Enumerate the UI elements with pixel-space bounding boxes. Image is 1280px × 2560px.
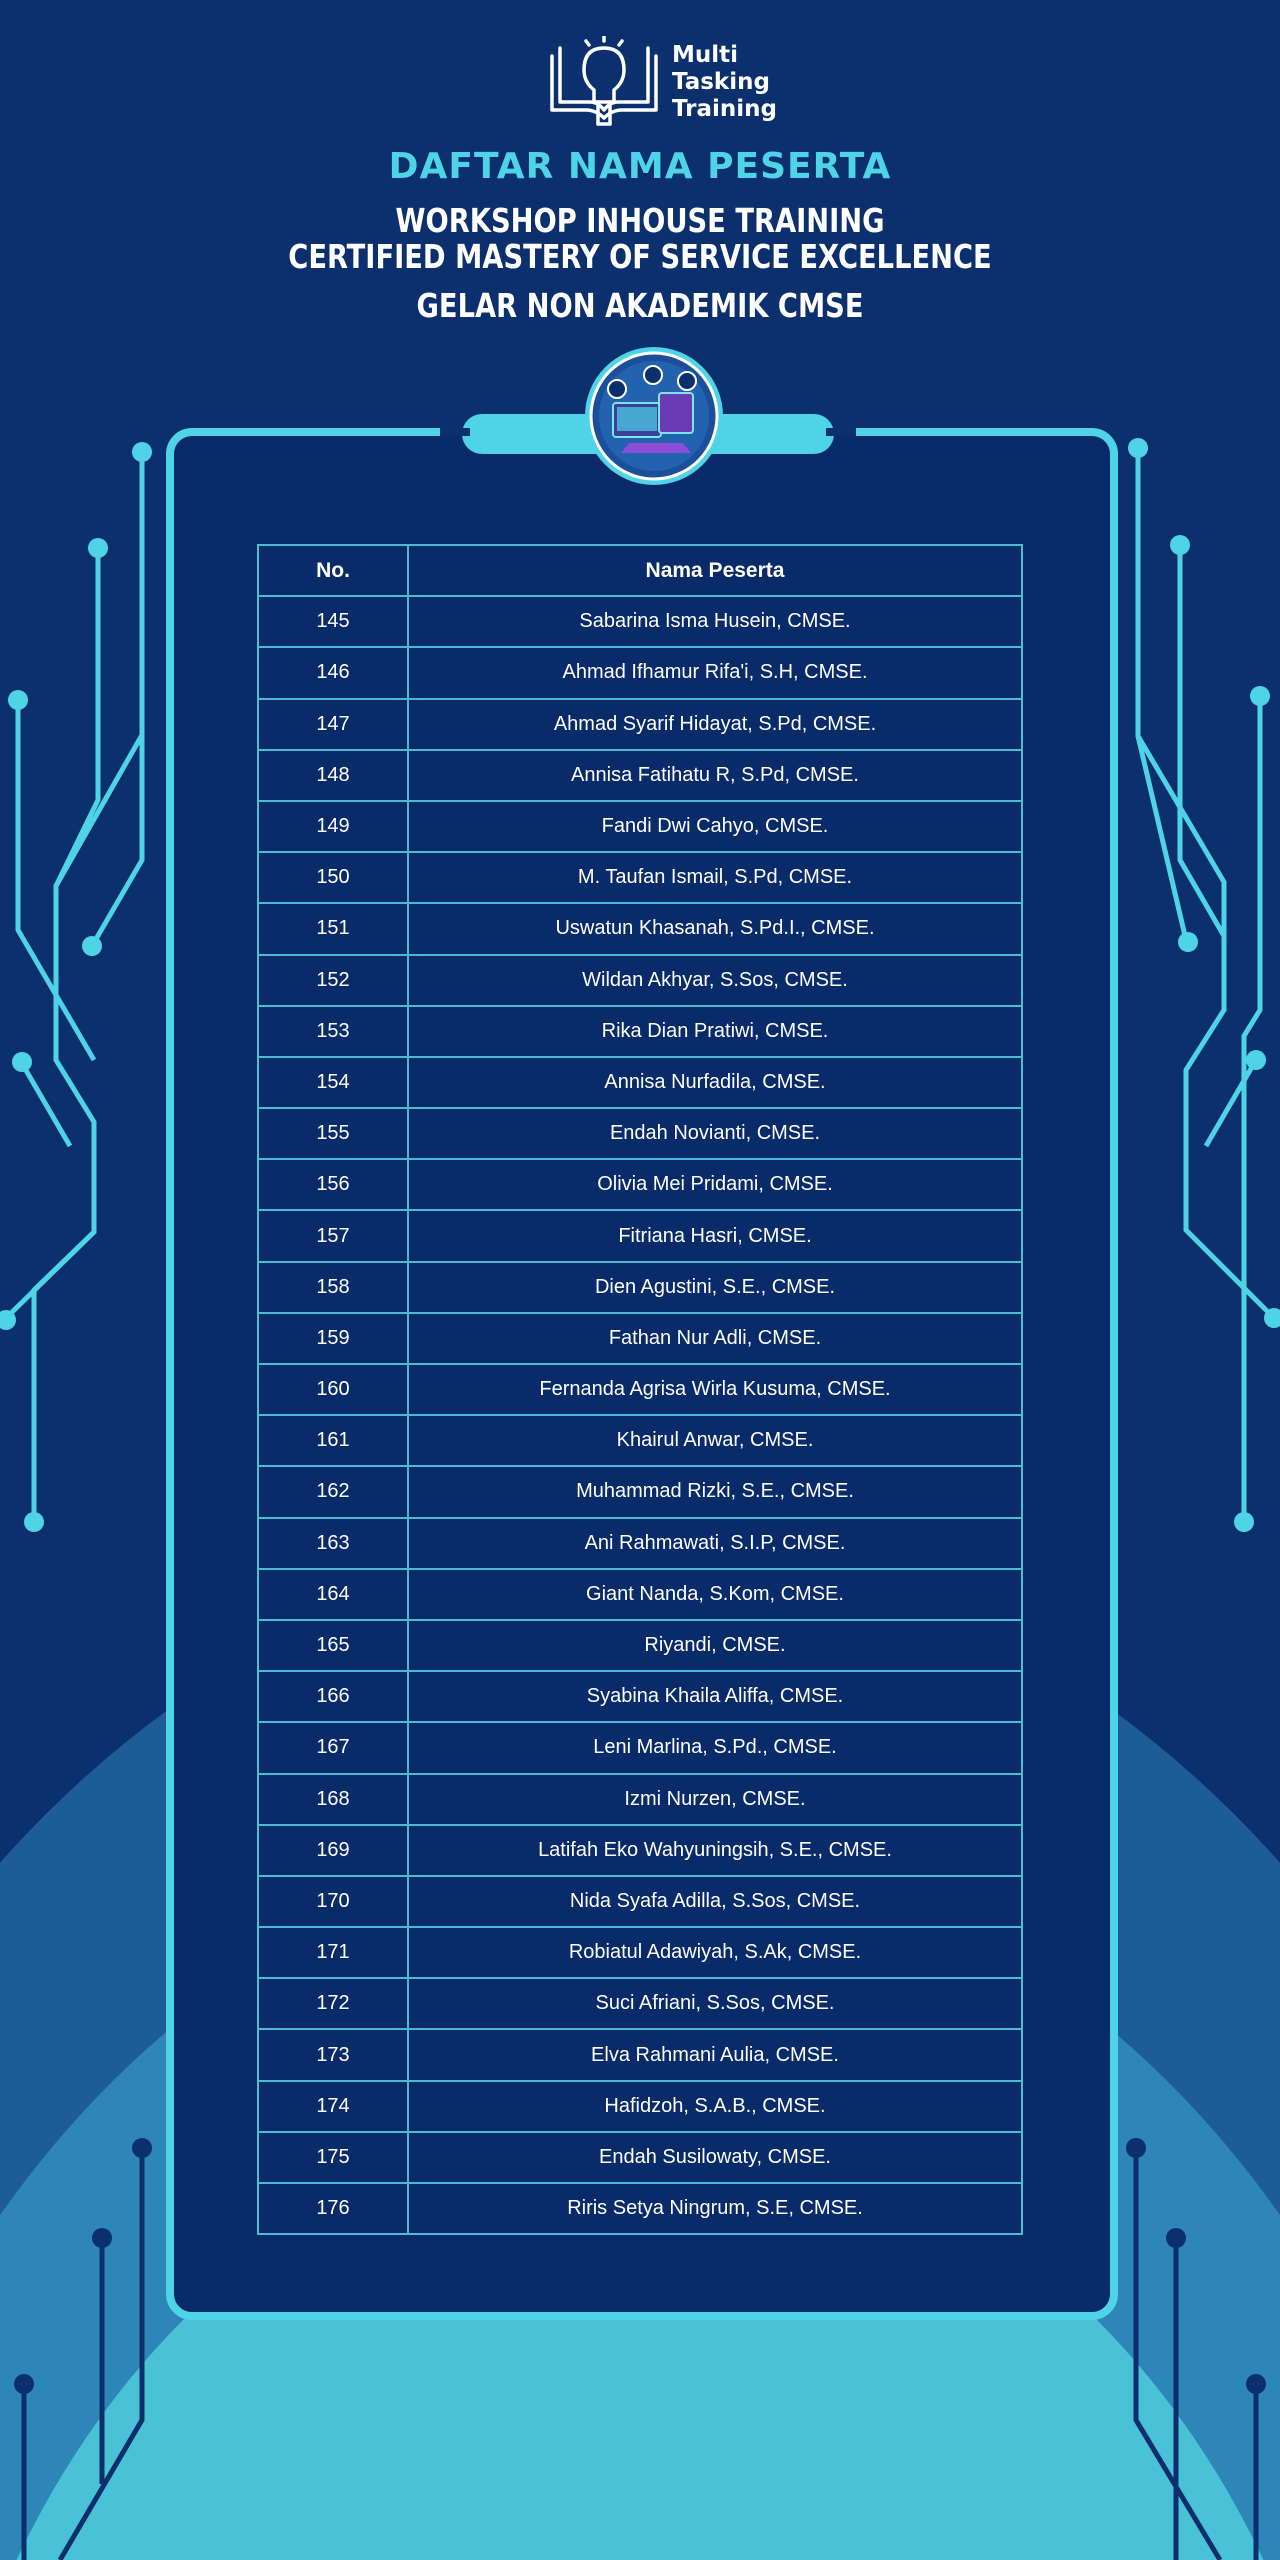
- participant-name: Ahmad Syarif Hidayat, S.Pd, CMSE.: [408, 699, 1022, 750]
- row-number: 176: [258, 2183, 408, 2234]
- participant-name: Fernanda Agrisa Wirla Kusuma, CMSE.: [408, 1364, 1022, 1415]
- computer-workstation-icon: [583, 345, 725, 487]
- row-number: 157: [258, 1210, 408, 1261]
- participant-name: Leni Marlina, S.Pd., CMSE.: [408, 1722, 1022, 1773]
- circuit-left-top-nodes: [0, 442, 152, 1532]
- row-number: 145: [258, 596, 408, 647]
- participant-name: Ahmad Ifhamur Rifa'i, S.H, CMSE.: [408, 647, 1022, 698]
- subtitle-workshop: WORKSHOP INHOUSE TRAINING: [395, 201, 885, 240]
- row-number: 148: [258, 750, 408, 801]
- row-number: 163: [258, 1518, 408, 1569]
- table-row: [258, 1159, 1022, 1210]
- table-row: [258, 647, 1022, 698]
- row-number: 162: [258, 1466, 408, 1517]
- row-number: 169: [258, 1825, 408, 1876]
- participant-name: Syabina Khaila Aliffa, CMSE.: [408, 1671, 1022, 1722]
- row-number: 146: [258, 647, 408, 698]
- table-row: [258, 955, 1022, 1006]
- table-row: [258, 1927, 1022, 1978]
- participant-table: [257, 544, 1023, 2235]
- table-row: [258, 1313, 1022, 1364]
- row-number: 165: [258, 1620, 408, 1671]
- table-row: [258, 1569, 1022, 1620]
- participant-name: Sabarina Isma Husein, CMSE.: [408, 596, 1022, 647]
- participant-name: Endah Novianti, CMSE.: [408, 1108, 1022, 1159]
- participant-name: Elva Rahmani Aulia, CMSE.: [408, 2029, 1022, 2080]
- participant-name: Riyandi, CMSE.: [408, 1620, 1022, 1671]
- row-number: 153: [258, 1006, 408, 1057]
- participant-name: Olivia Mei Pridami, CMSE.: [408, 1159, 1022, 1210]
- roster-table: [257, 544, 1023, 2235]
- participant-name: Ani Rahmawati, S.I.P, CMSE.: [408, 1518, 1022, 1569]
- participant-name: Fandi Dwi Cahyo, CMSE.: [408, 801, 1022, 852]
- table-row: [258, 1210, 1022, 1261]
- table-row: [258, 1518, 1022, 1569]
- table-row: [258, 1620, 1022, 1671]
- row-number: 151: [258, 903, 408, 954]
- row-number: 170: [258, 1876, 408, 1927]
- table-header-row: [258, 545, 1022, 596]
- table-row: [258, 1415, 1022, 1466]
- circuit-right-top-nodes: [1128, 438, 1280, 1532]
- participant-name: Khairul Anwar, CMSE.: [408, 1415, 1022, 1466]
- table-row: [258, 801, 1022, 852]
- participant-name: Fitriana Hasri, CMSE.: [408, 1210, 1022, 1261]
- participant-name: Nida Syafa Adilla, S.Sos, CMSE.: [408, 1876, 1022, 1927]
- book-lightbulb-icon: [546, 36, 662, 128]
- table-row: [258, 903, 1022, 954]
- table-row: [258, 596, 1022, 647]
- table-row: [258, 1722, 1022, 1773]
- page-title: DAFTAR NAMA PESERTA: [388, 146, 892, 187]
- participant-name: M. Taufan Ismail, S.Pd, CMSE.: [408, 852, 1022, 903]
- table-row: [258, 852, 1022, 903]
- brand-logo: [546, 36, 806, 128]
- table-row: [258, 2081, 1022, 2132]
- row-number: 159: [258, 1313, 408, 1364]
- participant-name: Rika Dian Pratiwi, CMSE.: [408, 1006, 1022, 1057]
- row-number: 150: [258, 852, 408, 903]
- row-number: 160: [258, 1364, 408, 1415]
- row-number: 166: [258, 1671, 408, 1722]
- table-row: [258, 2132, 1022, 2183]
- row-number: 152: [258, 955, 408, 1006]
- row-number: 158: [258, 1262, 408, 1313]
- row-number: 168: [258, 1774, 408, 1825]
- brand-name: [672, 42, 777, 123]
- brand-line-1: Multi: [672, 41, 739, 68]
- row-number: 174: [258, 2081, 408, 2132]
- table-row: [258, 1006, 1022, 1057]
- participant-name: Annisa Fatihatu R, S.Pd, CMSE.: [408, 750, 1022, 801]
- table-body: [258, 596, 1022, 2234]
- row-number: 156: [258, 1159, 408, 1210]
- table-row: [258, 1825, 1022, 1876]
- column-header-name: Nama Peserta: [408, 545, 1022, 596]
- table-row: [258, 1466, 1022, 1517]
- table-row: [258, 1364, 1022, 1415]
- participant-name: Muhammad Rizki, S.E., CMSE.: [408, 1466, 1022, 1517]
- row-number: 147: [258, 699, 408, 750]
- table-row: [258, 1774, 1022, 1825]
- participant-name: Uswatun Khasanah, S.Pd.I., CMSE.: [408, 903, 1022, 954]
- row-number: 154: [258, 1057, 408, 1108]
- column-header-no: No.: [258, 545, 408, 596]
- table-row: [258, 2029, 1022, 2080]
- table-row: [258, 699, 1022, 750]
- table-row: [258, 1262, 1022, 1313]
- participant-name: Robiatul Adawiyah, S.Ak, CMSE.: [408, 1927, 1022, 1978]
- table-row: [258, 1671, 1022, 1722]
- participant-name: Riris Setya Ningrum, S.E, CMSE.: [408, 2183, 1022, 2234]
- row-number: 175: [258, 2132, 408, 2183]
- table-row: [258, 1876, 1022, 1927]
- brand-line-3: Training: [672, 95, 778, 122]
- participant-name: Annisa Nurfadila, CMSE.: [408, 1057, 1022, 1108]
- subtitle-certification: CERTIFIED MASTERY OF SERVICE EXCELLENCE: [288, 237, 992, 276]
- row-number: 167: [258, 1722, 408, 1773]
- participant-name: Dien Agustini, S.E., CMSE.: [408, 1262, 1022, 1313]
- table-row: [258, 1108, 1022, 1159]
- table-row: [258, 1057, 1022, 1108]
- row-number: 171: [258, 1927, 408, 1978]
- circuit-right-top: [1138, 448, 1274, 1520]
- participant-name: Giant Nanda, S.Kom, CMSE.: [408, 1569, 1022, 1620]
- participant-name: Endah Susilowaty, CMSE.: [408, 2132, 1022, 2183]
- brand-line-2: Tasking: [672, 68, 770, 95]
- participant-name: Latifah Eko Wahyuningsih, S.E., CMSE.: [408, 1825, 1022, 1876]
- table-row: [258, 750, 1022, 801]
- row-number: 173: [258, 2029, 408, 2080]
- participant-name: Izmi Nurzen, CMSE.: [408, 1774, 1022, 1825]
- table-row: [258, 2183, 1022, 2234]
- row-number: 164: [258, 1569, 408, 1620]
- subtitle-degree: GELAR NON AKADEMIK CMSE: [416, 286, 864, 325]
- table-row: [258, 1978, 1022, 2029]
- row-number: 172: [258, 1978, 408, 2029]
- row-number: 155: [258, 1108, 408, 1159]
- participant-name: Hafidzoh, S.A.B., CMSE.: [408, 2081, 1022, 2132]
- circuit-left-top: [6, 452, 142, 1520]
- participant-name: Wildan Akhyar, S.Sos, CMSE.: [408, 955, 1022, 1006]
- participant-name: Fathan Nur Adli, CMSE.: [408, 1313, 1022, 1364]
- row-number: 149: [258, 801, 408, 852]
- row-number: 161: [258, 1415, 408, 1466]
- participant-name: Suci Afriani, S.Sos, CMSE.: [408, 1978, 1022, 2029]
